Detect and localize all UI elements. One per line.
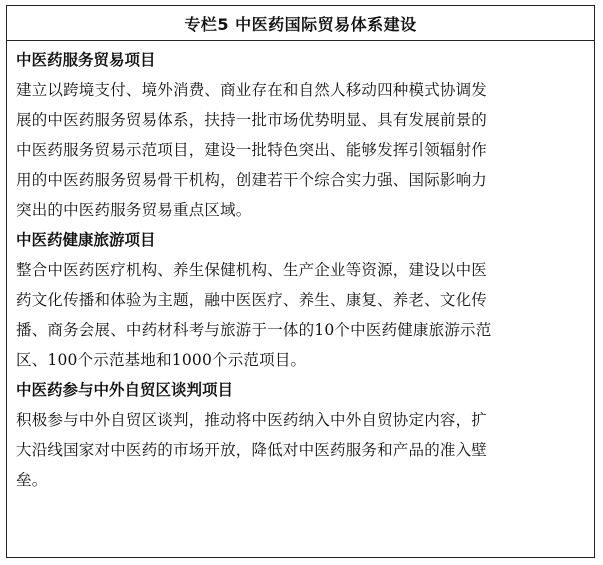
feature-box <box>6 5 595 558</box>
section-service-trade <box>16 45 586 225</box>
box-title: 专栏5 中医药国际贸易体系建设 <box>7 6 594 41</box>
section-free-trade-negotiation <box>16 375 586 495</box>
paragraph-line: 垒。 <box>16 471 48 489</box>
paragraph-line: 积极参与中外自贸区谈判，推动将中医药纳入中外自贸协定内容，扩 <box>16 411 488 429</box>
box-content <box>7 41 594 495</box>
section-heading: 中医药服务贸易项目 <box>16 51 156 69</box>
paragraph-line: 突出的中医药服务贸易重点区域。 <box>16 201 252 219</box>
paragraph-line: 大沿线国家对中医药的市场开放，降低对中医药服务和产品的准入壁 <box>16 441 488 459</box>
paragraph-line: 展的中医药服务贸易体系，扶持一批市场优势明显、具有发展前景的 <box>16 111 488 129</box>
paragraph-line: 区、100个示范基地和1000个示范项目。 <box>16 351 307 369</box>
paragraph-line: 用的中医药服务贸易骨干机构，创建若干个综合实力强、国际影响力 <box>16 171 488 189</box>
section-health-tourism <box>16 225 586 375</box>
paragraph-line: 播、商务会展、中药材科考与旅游于一体的10个中医药健康旅游示范 <box>16 321 492 339</box>
paragraph-line: 药文化传播和体验为主题，融中医医疗、养生、康复、养老、文化传 <box>16 291 488 309</box>
section-heading: 中医药健康旅游项目 <box>16 231 156 249</box>
section-heading: 中医药参与中外自贸区谈判项目 <box>16 381 234 399</box>
paragraph-line: 整合中医药医疗机构、养生保健机构、生产企业等资源，建设以中医 <box>16 261 488 279</box>
paragraph-line: 中医药服务贸易示范项目，建设一批特色突出、能够发挥引领辐射作 <box>16 141 488 159</box>
paragraph-line: 建立以跨境支付、境外消费、商业存在和自然人移动四种模式协调发 <box>16 81 488 99</box>
